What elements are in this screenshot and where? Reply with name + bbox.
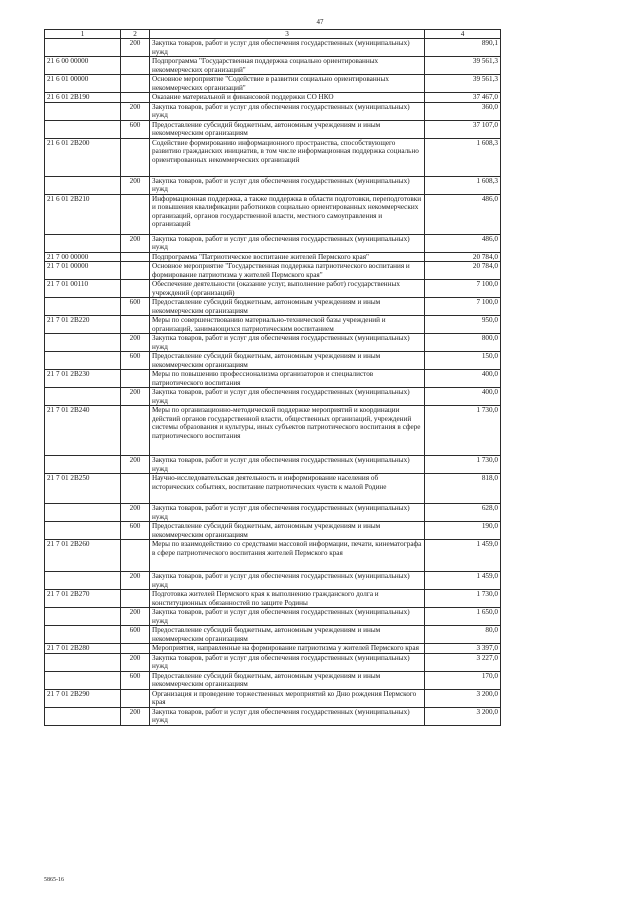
table-row <box>45 644 501 654</box>
target-code-cell <box>45 504 121 522</box>
expense-type-cell <box>121 689 150 707</box>
target-code-cell <box>45 176 121 194</box>
description-cell: Меры по взаимодействию со средствами массовой информации, печати, кинематографа в сфере патриотического воспитания жителей Пермского края <box>150 540 425 572</box>
description-cell: Предоставление субсидий бюджетным, автономным учреждениям и иным некоммерческим организациям <box>150 298 425 316</box>
budget-table <box>44 29 501 726</box>
target-code-cell: 21 7 00 00000 <box>45 252 121 262</box>
table-row <box>45 262 501 280</box>
description-cell: Предоставление субсидий бюджетным, автономным учреждениям и иным некоммерческим организациям <box>150 626 425 644</box>
expense-type-cell: 200 <box>121 39 150 57</box>
target-code-cell: 21 7 01 2В270 <box>45 590 121 608</box>
amount-cell: 400,0 <box>425 388 501 406</box>
expense-type-cell <box>121 93 150 103</box>
table-row <box>45 653 501 671</box>
target-code-cell <box>45 671 121 689</box>
expense-type-cell <box>121 540 150 572</box>
table-row <box>45 689 501 707</box>
target-code-cell: 21 6 00 00000 <box>45 57 121 75</box>
table-row <box>45 280 501 298</box>
table-row <box>45 352 501 370</box>
table-row <box>45 334 501 352</box>
table-row <box>45 316 501 334</box>
amount-cell: 7 100,0 <box>425 280 501 298</box>
table-row <box>45 522 501 540</box>
amount-cell: 1 608,3 <box>425 176 501 194</box>
amount-cell: 150,0 <box>425 352 501 370</box>
expense-type-cell <box>121 644 150 654</box>
table-row <box>45 540 501 572</box>
table-row <box>45 234 501 252</box>
table-row <box>45 671 501 689</box>
amount-cell: 80,0 <box>425 626 501 644</box>
amount-cell: 37 107,0 <box>425 120 501 138</box>
amount-cell: 628,0 <box>425 504 501 522</box>
expense-type-cell <box>121 194 150 234</box>
target-code-cell <box>45 298 121 316</box>
expense-type-cell: 200 <box>121 176 150 194</box>
description-cell: Закупка товаров, работ и услуг для обеспечения государственных (муниципальных) нужд <box>150 653 425 671</box>
description-cell: Мероприятия, направленные на формирование патриотизма у жителей Пермского края <box>150 644 425 654</box>
target-code-cell: 21 6 01 2В210 <box>45 194 121 234</box>
target-code-cell <box>45 39 121 57</box>
amount-cell: 1 459,0 <box>425 540 501 572</box>
table-row <box>45 707 501 725</box>
amount-cell: 3 200,0 <box>425 689 501 707</box>
expense-type-cell: 200 <box>121 572 150 590</box>
expense-type-cell <box>121 590 150 608</box>
description-cell: Закупка товаров, работ и услуг для обеспечения государственных (муниципальных) нужд <box>150 608 425 626</box>
table-row <box>45 39 501 57</box>
description-cell: Оказание материальной и финансовой поддержки СО НКО <box>150 93 425 103</box>
amount-cell: 3 200,0 <box>425 707 501 725</box>
target-code-cell: 21 7 01 00000 <box>45 262 121 280</box>
expense-type-cell <box>121 280 150 298</box>
target-code-cell <box>45 234 121 252</box>
table-row <box>45 370 501 388</box>
table-row <box>45 252 501 262</box>
expense-type-cell <box>121 370 150 388</box>
column-number-row <box>45 30 501 39</box>
target-code-cell: 21 7 01 00110 <box>45 280 121 298</box>
amount-cell: 39 561,3 <box>425 57 501 75</box>
table-row <box>45 120 501 138</box>
amount-cell: 818,0 <box>425 474 501 504</box>
target-code-cell <box>45 707 121 725</box>
expense-type-cell: 600 <box>121 671 150 689</box>
target-code-cell: 21 6 01 2В190 <box>45 93 121 103</box>
table-row <box>45 176 501 194</box>
expense-type-cell: 200 <box>121 504 150 522</box>
amount-cell: 170,0 <box>425 671 501 689</box>
table-row <box>45 93 501 103</box>
column-header: 2 <box>121 30 150 39</box>
target-code-cell <box>45 456 121 474</box>
description-cell: Научно-исследовательская деятельность и информирование населения об исторических событиях, воспитание патриотических чувств к малой Родине <box>150 474 425 504</box>
expense-type-cell <box>121 316 150 334</box>
target-code-cell <box>45 102 121 120</box>
description-cell: Основное мероприятие "Государственная поддержка патриотического воспитания и формирование патриотизма у жителей Пермского края" <box>150 262 425 280</box>
amount-cell: 1 730,0 <box>425 406 501 456</box>
expense-type-cell: 200 <box>121 608 150 626</box>
target-code-cell <box>45 572 121 590</box>
target-code-cell <box>45 653 121 671</box>
expense-type-cell: 200 <box>121 456 150 474</box>
amount-cell: 190,0 <box>425 522 501 540</box>
description-cell: Меры по повышению профессионализма организаторов и специалистов патриотического воспитания <box>150 370 425 388</box>
expense-type-cell <box>121 252 150 262</box>
amount-cell: 400,0 <box>425 370 501 388</box>
amount-cell: 20 784,0 <box>425 262 501 280</box>
table-row <box>45 474 501 504</box>
amount-cell: 360,0 <box>425 102 501 120</box>
table-body <box>45 39 501 726</box>
column-header: 4 <box>425 30 501 39</box>
table-row <box>45 75 501 93</box>
expense-type-cell <box>121 474 150 504</box>
description-cell: Организация и проведение торжественных мероприятий ко Дню рождения Пермского края <box>150 689 425 707</box>
table-row <box>45 298 501 316</box>
table-row <box>45 57 501 75</box>
expense-type-cell <box>121 57 150 75</box>
target-code-cell: 21 7 01 2В240 <box>45 406 121 456</box>
amount-cell: 1 459,0 <box>425 572 501 590</box>
target-code-cell <box>45 120 121 138</box>
description-cell: Закупка товаров, работ и услуг для обеспечения государственных (муниципальных) нужд <box>150 102 425 120</box>
table-row <box>45 608 501 626</box>
description-cell: Закупка товаров, работ и услуг для обеспечения государственных (муниципальных) нужд <box>150 572 425 590</box>
description-cell: Закупка товаров, работ и услуг для обеспечения государственных (муниципальных) нужд <box>150 504 425 522</box>
table-row <box>45 504 501 522</box>
page-number: 47 <box>316 18 324 26</box>
expense-type-cell: 600 <box>121 120 150 138</box>
target-code-cell <box>45 626 121 644</box>
table-row <box>45 406 501 456</box>
amount-cell: 1 608,3 <box>425 138 501 176</box>
target-code-cell <box>45 608 121 626</box>
table-row <box>45 456 501 474</box>
description-cell: Закупка товаров, работ и услуг для обеспечения государственных (муниципальных) нужд <box>150 334 425 352</box>
table-row <box>45 102 501 120</box>
document-code: 5865-16 <box>44 877 64 883</box>
table-row <box>45 138 501 176</box>
amount-cell: 7 100,0 <box>425 298 501 316</box>
target-code-cell: 21 6 01 2В200 <box>45 138 121 176</box>
table-row <box>45 626 501 644</box>
description-cell: Закупка товаров, работ и услуг для обеспечения государственных (муниципальных) нужд <box>150 707 425 725</box>
target-code-cell: 21 7 01 2В280 <box>45 644 121 654</box>
expense-type-cell: 600 <box>121 298 150 316</box>
description-cell: Закупка товаров, работ и услуг для обеспечения государственных (муниципальных) нужд <box>150 456 425 474</box>
table-row <box>45 388 501 406</box>
amount-cell: 950,0 <box>425 316 501 334</box>
expense-type-cell: 200 <box>121 102 150 120</box>
target-code-cell: 21 7 01 2В230 <box>45 370 121 388</box>
expense-type-cell: 200 <box>121 234 150 252</box>
target-code-cell <box>45 522 121 540</box>
description-cell: Обеспечение деятельности (оказание услуг, выполнение работ) государственных учреждений (организаций) <box>150 280 425 298</box>
target-code-cell: 21 6 01 00000 <box>45 75 121 93</box>
table-row <box>45 590 501 608</box>
description-cell: Предоставление субсидий бюджетным, автономным учреждениям и иным некоммерческим организациям <box>150 671 425 689</box>
amount-cell: 486,0 <box>425 234 501 252</box>
target-code-cell <box>45 334 121 352</box>
amount-cell: 1 730,0 <box>425 456 501 474</box>
table-row <box>45 194 501 234</box>
target-code-cell <box>45 352 121 370</box>
target-code-cell: 21 7 01 2В290 <box>45 689 121 707</box>
amount-cell: 3 227,0 <box>425 653 501 671</box>
target-code-cell: 21 7 01 2В250 <box>45 474 121 504</box>
expense-type-cell: 200 <box>121 388 150 406</box>
description-cell: Предоставление субсидий бюджетным, автономным учреждениям и иным некоммерческим организациям <box>150 120 425 138</box>
expense-type-cell: 600 <box>121 352 150 370</box>
description-cell: Закупка товаров, работ и услуг для обеспечения государственных (муниципальных) нужд <box>150 39 425 57</box>
description-cell: Предоставление субсидий бюджетным, автономным учреждениям и иным некоммерческим организациям <box>150 352 425 370</box>
description-cell: Меры по организационно-методической поддержке мероприятий и координации действий органов государственной власти, общественных организаций, учреждений системы образования и культуры, иных субъектов патриотического воспитания в сфере патриотического воспитания <box>150 406 425 456</box>
amount-cell: 1 650,0 <box>425 608 501 626</box>
amount-cell: 39 561,3 <box>425 75 501 93</box>
expense-type-cell <box>121 75 150 93</box>
expense-type-cell: 600 <box>121 626 150 644</box>
expense-type-cell: 200 <box>121 334 150 352</box>
column-header: 3 <box>150 30 425 39</box>
amount-cell: 20 784,0 <box>425 252 501 262</box>
expense-type-cell: 200 <box>121 653 150 671</box>
table-row <box>45 572 501 590</box>
expense-type-cell <box>121 262 150 280</box>
description-cell: Содействие формированию информационного пространства, способствующего развитию гражданских инициатив, в том числе информационная поддержка социально ориентированных некоммерческих организаций <box>150 138 425 176</box>
amount-cell: 800,0 <box>425 334 501 352</box>
target-code-cell <box>45 388 121 406</box>
column-header: 1 <box>45 30 121 39</box>
description-cell: Основное мероприятие "Содействие в развитии социально ориентированных некоммерческих организаций" <box>150 75 425 93</box>
description-cell: Подготовка жителей Пермского края к выполнению гражданского долга и конституционных обязанностей по защите Родины <box>150 590 425 608</box>
amount-cell: 3 397,0 <box>425 644 501 654</box>
expense-type-cell: 600 <box>121 522 150 540</box>
target-code-cell: 21 7 01 2В260 <box>45 540 121 572</box>
description-cell: Закупка товаров, работ и услуг для обеспечения государственных (муниципальных) нужд <box>150 388 425 406</box>
description-cell: Предоставление субсидий бюджетным, автономным учреждениям и иным некоммерческим организациям <box>150 522 425 540</box>
description-cell: Подпрограмма "Патриотическое воспитание жителей Пермского края" <box>150 252 425 262</box>
amount-cell: 1 730,0 <box>425 590 501 608</box>
amount-cell: 37 467,0 <box>425 93 501 103</box>
expense-type-cell <box>121 138 150 176</box>
description-cell: Закупка товаров, работ и услуг для обеспечения государственных (муниципальных) нужд <box>150 234 425 252</box>
description-cell: Подпрограмма "Государственная поддержка социально ориентированных некоммерческих организаций" <box>150 57 425 75</box>
amount-cell: 486,0 <box>425 194 501 234</box>
amount-cell: 890,1 <box>425 39 501 57</box>
expense-type-cell: 200 <box>121 707 150 725</box>
target-code-cell: 21 7 01 2В220 <box>45 316 121 334</box>
description-cell: Закупка товаров, работ и услуг для обеспечения государственных (муниципальных) нужд <box>150 176 425 194</box>
description-cell: Информационная поддержка, а также поддержка в области подготовки, переподготовки и повышения квалификации работников социально ориентированных некоммерческих организаций, органов государственной власти, местного самоуправления и организаций <box>150 194 425 234</box>
expense-type-cell <box>121 406 150 456</box>
description-cell: Меры по совершенствованию материально-технической базы учреждений и организаций, занимающихся патриотическим воспитанием <box>150 316 425 334</box>
